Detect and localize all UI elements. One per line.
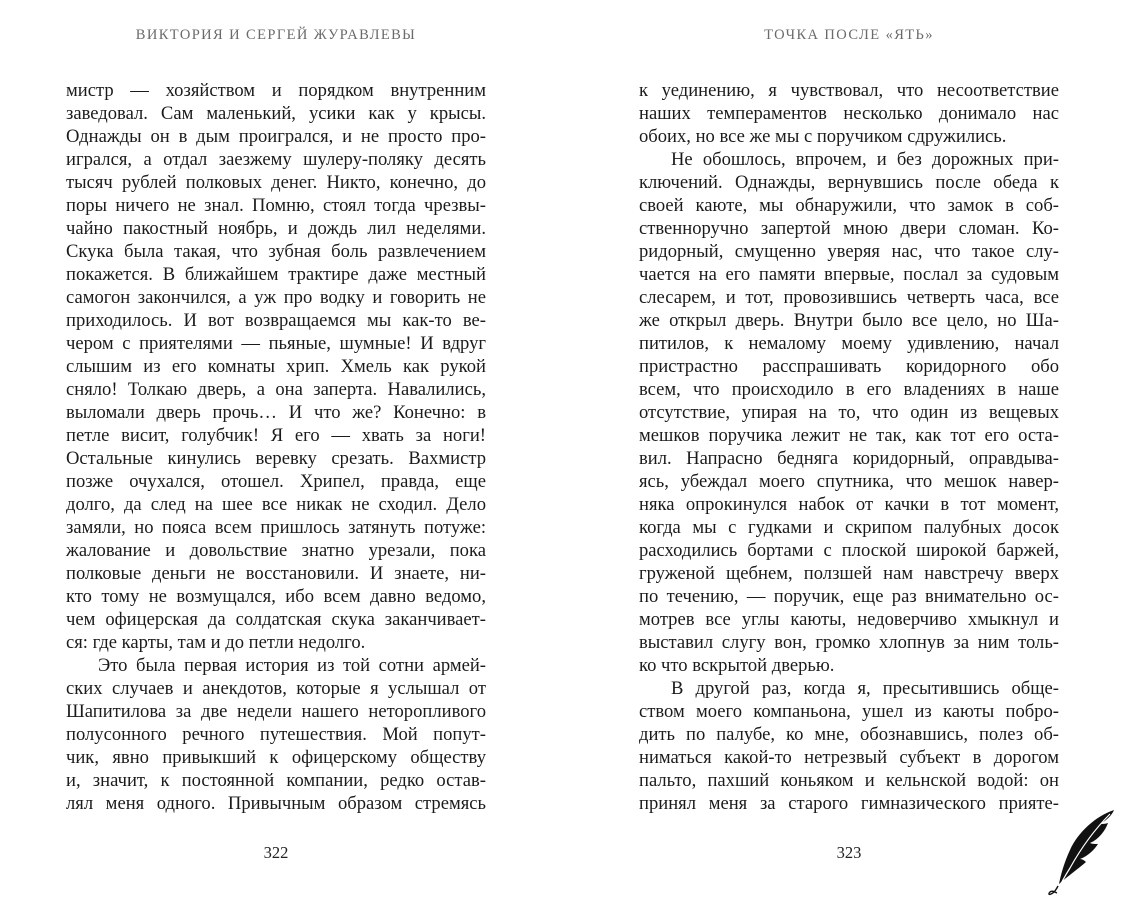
text-line: позже очухался, отошел. Хрипел, правда, еще — [66, 471, 486, 492]
text-line: когда мы с гудками и скрипом палубных досок — [639, 517, 1059, 538]
text-line: чем офицерская да солдатская скука заканчивает- — [66, 609, 486, 630]
text-line: обоих, но все же мы с поручиком сдружились. — [639, 126, 1007, 147]
text-line: покажется. В ближайшем трактире даже местный — [66, 264, 486, 285]
text-line: чик, явно привыкший к офицерскому обществу — [66, 747, 486, 768]
text-line: Остальные кинулись веревку срезать. Вахмистр — [66, 448, 486, 469]
text-line: кто тому не возмущался, ибо всем давно ведомо, — [66, 586, 486, 607]
text-line: груженой щебнем, ползшей нам навстречу вверх — [639, 563, 1059, 584]
text-line: Не обошлось, впрочем, и без дорожных при- — [671, 149, 1059, 170]
text-line: Однажды он в дым проигрался, и не просто про- — [66, 126, 486, 147]
right-page — [639, 0, 1059, 900]
text-line: и, значит, к постоянной компании, редко остав- — [66, 770, 486, 791]
text-line: мотрев все углы каюты, недоверчиво хмыкнул и — [639, 609, 1059, 630]
text-line: ся: где карты, там и до петли недолго. — [66, 632, 366, 653]
text-line: В другой раз, когда я, пресытившись обще- — [671, 678, 1059, 699]
right-text-block — [639, 79, 1059, 815]
text-line: пальто, пахший коньяком и кельнской водой: он — [639, 770, 1059, 791]
text-line: своей каюте, мы обнаружили, что замок в соб- — [639, 195, 1059, 216]
text-line: ключений. Однажды, вернувшись после обеда к — [639, 172, 1059, 193]
text-line: же открыл дверь. Внутри было все цело, но Ша- — [639, 310, 1059, 331]
text-line: чайно пакостный ноябрь, и дождь лил неделями. — [66, 218, 486, 239]
quill-feather-icon — [1044, 806, 1122, 898]
text-line: наших темпераментов несколько донимало нас — [639, 103, 1059, 124]
text-line: замяли, но пояса всем пришлось затянуть потуже: — [66, 517, 486, 538]
right-page-number: 323 — [836, 843, 862, 862]
text-line: ственноручно запертой мною двери сломан. Ко- — [639, 218, 1059, 239]
text-line: жалование и довольствие знатно урезали, пока — [66, 540, 486, 561]
text-line: ством моего компаньона, ушел из каюты побро- — [639, 701, 1059, 722]
text-line: лял меня одного. Привычным образом стремясь — [66, 793, 486, 814]
text-line: пристрастно расспрашивать коридорного обо — [639, 356, 1059, 377]
text-line: расходились бортами с плоской широкой баржей, — [639, 540, 1059, 561]
text-line: тысяч рублей полковых денег. Никто, конечно, до — [66, 172, 486, 193]
text-line: ских случаев и анекдотов, которые я услышал от — [66, 678, 486, 699]
text-line: Шапитилова за две недели нашего неторопливого — [66, 701, 486, 722]
text-line: ко что вскрытой дверью. — [639, 655, 835, 676]
text-line: дить по палубе, ко мне, обознавшись, полез об- — [639, 724, 1059, 745]
text-line: поры ничего не знал. Помню, стоял тогда чрезвы- — [66, 195, 486, 216]
text-line: Скука была такая, что зубная боль развлечением — [66, 241, 486, 262]
text-line: вил. Напрасно бедняга коридорный, оправдыва- — [639, 448, 1059, 469]
text-line: питилов, к немалому моему удивлению, начал — [639, 333, 1059, 354]
text-line: самогон закончился, а уж про водку и говорить не — [66, 287, 486, 308]
text-line: слышим из его комнаты хрип. Хмель как рукой — [66, 356, 486, 377]
text-line: полусонного речного путешествия. Мой попут- — [66, 724, 486, 745]
text-line: выломали дверь прочь… И что же? Конечно: в — [66, 402, 486, 423]
left-page — [66, 0, 486, 900]
left-page-number: 322 — [263, 843, 289, 862]
text-line: заведовал. Сам маленький, усики как у крысы. — [66, 103, 486, 124]
text-line: Это была первая история из той сотни армей- — [98, 655, 486, 676]
text-line: выставил слугу вон, громко хлопнув за ним толь- — [639, 632, 1059, 653]
right-running-head: ТОЧКА ПОСЛЕ «ЯТЬ» — [764, 27, 934, 43]
text-line: чается на его памяти впервые, послал за судовым — [639, 264, 1059, 285]
text-line: долго, да след на шее все никак не сходил. Дело — [66, 494, 486, 515]
text-line: мистр — хозяйством и порядком внутренним — [66, 80, 486, 101]
text-line: к уединению, я чувствовал, что несоответствие — [639, 80, 1059, 101]
text-line: мешков поручика лежит не так, как тот его оста- — [639, 425, 1059, 446]
text-line: приходилось. И вот возвращаемся мы как-то ве- — [66, 310, 486, 331]
text-line: принял меня за старого гимназического прияте- — [639, 793, 1059, 814]
text-line: игрался, а отдал заезжему шулеру-поляку десять — [66, 149, 486, 170]
text-line: отсутствие, упирая на то, что один из вещевых — [639, 402, 1059, 423]
text-line: ридорный, смущенно уверяя нас, что такое слу- — [639, 241, 1059, 262]
text-line: по течению, — поручик, еще раз внимательно ос- — [639, 586, 1059, 607]
left-text-block — [66, 79, 486, 815]
text-line: чером с приятелями — пьяные, шумные! И вдруг — [66, 333, 486, 354]
text-line: петле висит, голубчик! Я его — хвать за ноги! — [66, 425, 486, 446]
text-line: няка опрокинулся набок от качки в тот момент, — [639, 494, 1059, 515]
text-line: сняло! Толкаю дверь, а она заперта. Навалились, — [66, 379, 486, 400]
left-running-head: ВИКТОРИЯ И СЕРГЕЙ ЖУРАВЛЕВЫ — [135, 27, 417, 43]
text-line: полковые деньги не восстановили. И знаете, ни- — [66, 563, 486, 584]
text-line: ясь, убеждал моего спутника, что мешок навер- — [639, 471, 1059, 492]
text-line: слесарем, и тот, провозившись четверть часа, все — [639, 287, 1059, 308]
text-line: ниматься какой-то нетрезвый субъект в дорогом — [639, 747, 1059, 768]
text-line: всем, что происходило в его владениях в наше — [639, 379, 1059, 400]
